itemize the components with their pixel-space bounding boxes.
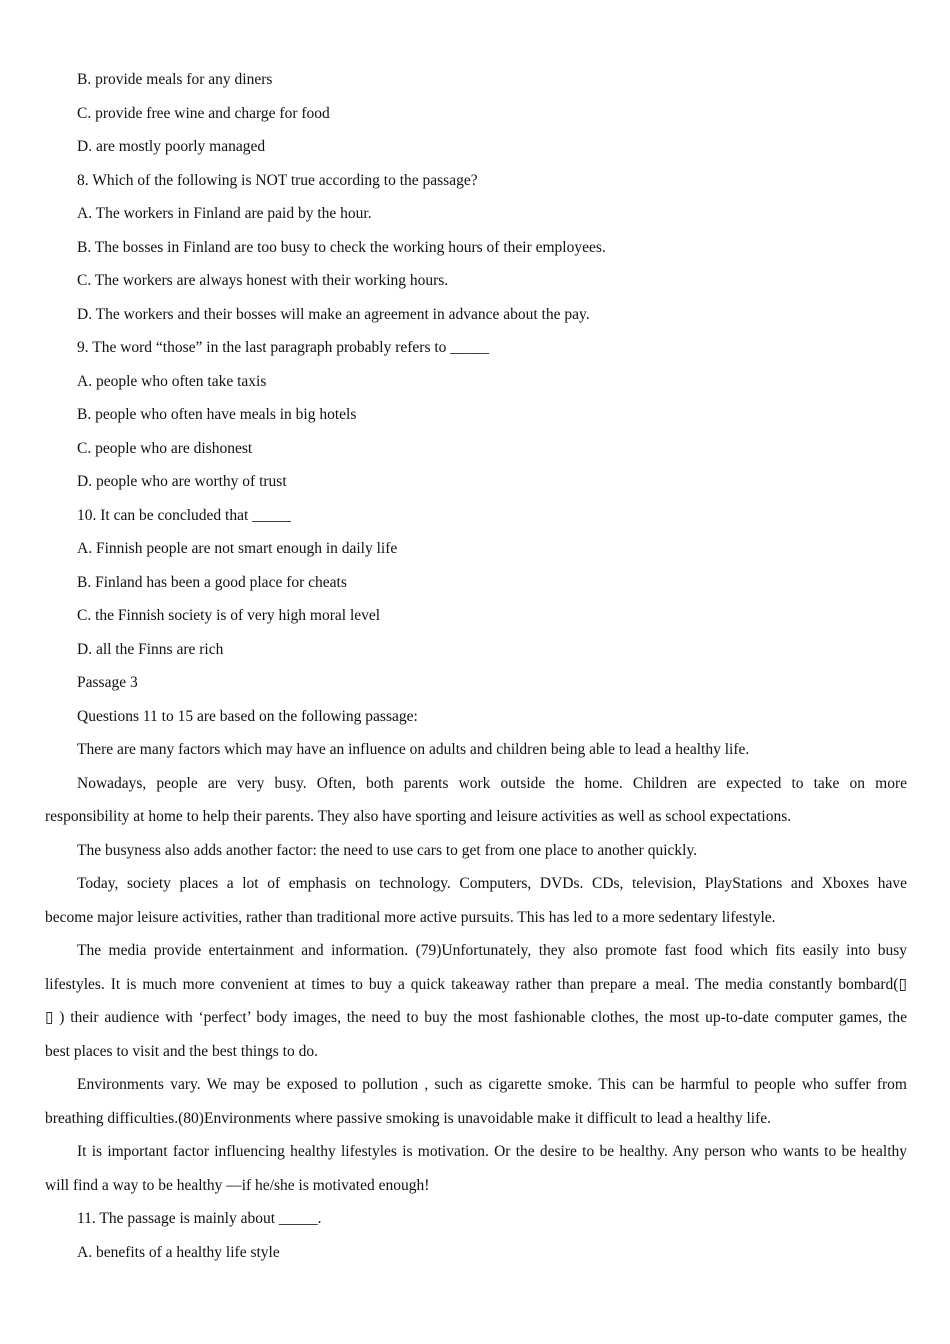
option-9b: B. people who often have meals in big hotels (77, 406, 357, 423)
passage-instruction: Questions 11 to 15 are based on the following passage: (77, 708, 418, 725)
option-8a: A. The workers in Finland are paid by the hour. (77, 205, 372, 222)
paragraph-2-line-2: responsibility at home to help their parents. They also have sporting and leisure activities as well as school expectations. (45, 808, 792, 825)
paragraph-1: There are many factors which may have an influence on adults and children being able to lead a healthy life. (77, 741, 750, 758)
question-10: 10. It can be concluded that _____ (77, 507, 291, 524)
question-9: 9. The word “those” in the last paragraph probably refers to _____ (77, 339, 490, 356)
paragraph-5-line-3: ▯ ) their audience with ‘perfect’ body images, the need to buy the most fashionable clothes, the most up-to-date computer games, the (45, 1009, 907, 1026)
option-10c: C. the Finnish society is of very high moral level (77, 607, 381, 624)
paragraph-7-line-2: will find a way to be healthy —if he/she is motivated enough! (45, 1177, 430, 1194)
option-8d: D. The workers and their bosses will make an agreement in advance about the pay. (77, 306, 590, 323)
paragraph-5-line-2: lifestyles. It is much more convenient at times to buy a quick takeaway rather than prepare a meal. The media constantly bombard(▯ (45, 976, 907, 993)
paragraph-4-line-1: Today, society places a lot of emphasis on technology. Computers, DVDs. CDs, television, PlayStations and Xboxes have (77, 875, 907, 892)
option-10d: D. all the Finns are rich (77, 641, 224, 658)
option-9a: A. people who often take taxis (77, 373, 267, 390)
option-8b: B. The bosses in Finland are too busy to check the working hours of their employees. (77, 239, 606, 256)
question-8: 8. Which of the following is NOT true according to the passage? (77, 172, 478, 189)
paragraph-4-line-2: become major leisure activities, rather than traditional more active pursuits. This has led to a more sedentary lifestyle. (45, 909, 776, 926)
option-10a: A. Finnish people are not smart enough in daily life (77, 540, 398, 557)
paragraph-7-line-1: It is important factor influencing healthy lifestyles is motivation. Or the desire to be healthy. Any person who wants to be healthy (77, 1143, 907, 1160)
option-7c: C. provide free wine and charge for food (77, 105, 330, 122)
option-8c: C. The workers are always honest with their working hours. (77, 272, 449, 289)
option-11a: A. benefits of a healthy life style (77, 1244, 280, 1261)
passage-heading: Passage 3 (77, 674, 138, 691)
paragraph-6-line-1: Environments vary. We may be exposed to pollution , such as cigarette smoke. This can be harmful to people who suffer from (77, 1076, 907, 1093)
option-10b: B. Finland has been a good place for cheats (77, 574, 347, 591)
option-9c: C. people who are dishonest (77, 440, 253, 457)
option-9d: D. people who are worthy of trust (77, 473, 287, 490)
paragraph-5-line-4: best places to visit and the best things to do. (45, 1043, 318, 1060)
option-7b: B. provide meals for any diners (77, 71, 273, 88)
paragraph-2-line-1: Nowadays, people are very busy. Often, both parents work outside the home. Children are expected to take on more (77, 775, 907, 792)
question-11: 11. The passage is mainly about _____. (77, 1210, 322, 1227)
paragraph-5-line-1: The media provide entertainment and information. (79)Unfortunately, they also promote fast food which fits easily into busy (77, 942, 907, 959)
option-7d: D. are mostly poorly managed (77, 138, 266, 155)
paragraph-3: The busyness also adds another factor: the need to use cars to get from one place to another quickly. (77, 842, 698, 859)
paragraph-6-line-2: breathing difficulties.(80)Environments where passive smoking is unavoidable make it difficult to lead a healthy life. (45, 1110, 772, 1127)
